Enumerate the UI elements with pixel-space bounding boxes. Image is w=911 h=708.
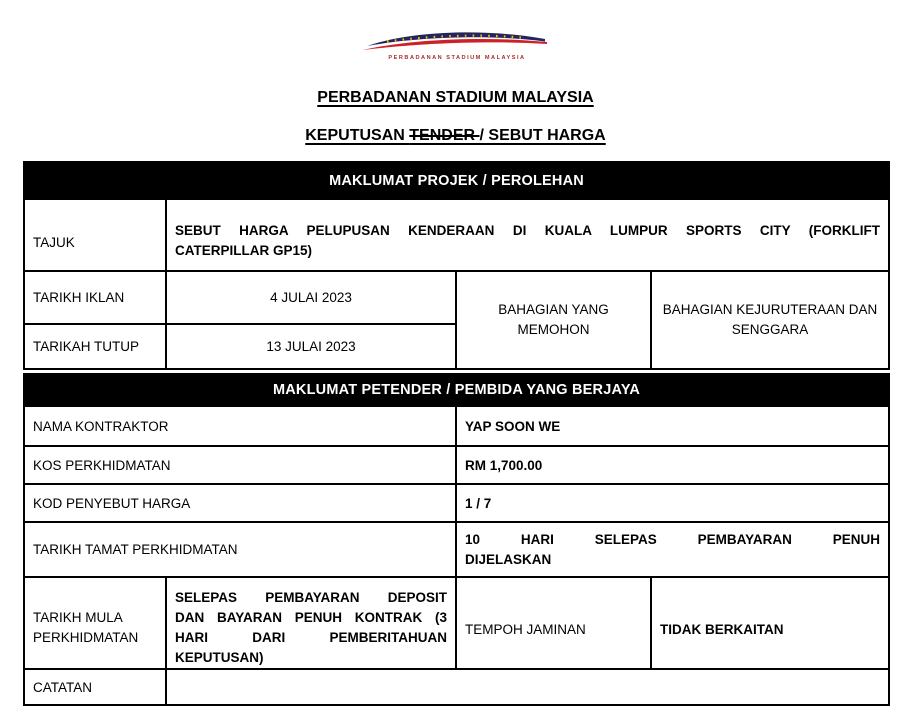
bahagian-memohon-value: BAHAGIAN KEJURUTERAAN DAN SENGGARA	[651, 271, 889, 369]
tarikh-tamat-label: TARIKH TAMAT PERKHIDMATAN	[24, 522, 456, 577]
table-row	[24, 199, 889, 271]
nama-kontraktor-label: NAMA KONTRAKTOR	[24, 406, 456, 446]
tarikh-tamat-value	[456, 522, 889, 577]
tajuk-value	[166, 199, 889, 271]
catatan-value	[166, 669, 889, 705]
tempoh-jaminan-value: TIDAK BERKAITAN	[651, 577, 889, 669]
tarikh-iklan-value: 4 JULAI 2023	[166, 271, 456, 324]
kos-perkhidmatan-value: RM 1,700.00	[456, 446, 889, 484]
tajuk-value-line: SEBUT HARGA PELUPUSAN KENDERAAN DI KUALA LUMPUR SPORTS CITY (FORKLIFT	[175, 223, 880, 238]
table-row	[24, 669, 889, 705]
logo-caption: PERBADANAN STADIUM MALAYSIA	[387, 55, 526, 61]
tarikh-mula-value-line: DAN BAYARAN PENUH KONTRAK (3	[175, 610, 447, 625]
winner-table-header: MAKLUMAT PETENDER / PEMBIDA YANG BERJAYA	[24, 374, 889, 406]
tarikah-tutup-label: TARIKAH TUTUP	[24, 324, 166, 369]
tarikh-iklan-label: TARIKH IKLAN	[24, 271, 166, 324]
tarikah-tutup-value: 13 JULAI 2023	[166, 324, 456, 369]
tarikh-tamat-value-line: 10 HARI SELEPAS PEMBAYARAN PENUH	[465, 531, 881, 547]
project-table-header: MAKLUMAT PROJEK / PEROLEHAN	[24, 162, 889, 199]
tajuk-value-line: CATERPILLAR GP15)	[175, 243, 313, 258]
main-title-text: PERBADANAN STADIUM MALAYSIA	[317, 89, 594, 106]
tarikh-mula-value-line: KEPUTUSAN)	[175, 650, 264, 665]
subtitle-suffix: / SEBUT HARGA	[479, 127, 606, 144]
table-row	[24, 522, 889, 577]
subtitle-text	[305, 127, 605, 144]
subtitle-prefix: KEPUTUSAN	[305, 127, 410, 144]
tarikh-mula-value	[166, 577, 456, 669]
tempoh-jaminan-label: TEMPOH JAMINAN	[456, 577, 651, 669]
subtitle	[0, 127, 911, 145]
kod-penyebut-harga-value: 1 / 7	[456, 484, 889, 522]
tarikh-tamat-value-line: DIJELASKAN	[465, 551, 552, 567]
tarikh-mula-value-line: SELEPAS PEMBAYARAN DEPOSIT	[175, 590, 447, 605]
kod-penyebut-harga-label: KOD PENYEBUT HARGA	[24, 484, 456, 522]
table-row	[24, 577, 889, 669]
kos-perkhidmatan-label: KOS PERKHIDMATAN	[24, 446, 456, 484]
table-row	[24, 271, 889, 324]
catatan-label: CATATAN	[24, 669, 166, 705]
table-row	[24, 406, 889, 446]
psm-logo	[0, 0, 911, 73]
table-row	[24, 374, 889, 406]
table-row	[24, 484, 889, 522]
table-row	[24, 446, 889, 484]
table-row	[24, 162, 889, 199]
winner-table	[23, 373, 890, 706]
project-table	[23, 161, 890, 370]
tarikh-mula-value-line: HARI DARI PEMBERITAHUAN	[175, 630, 447, 645]
subtitle-struck-word: TENDER	[409, 127, 480, 144]
main-title	[0, 89, 911, 107]
logo-swoosh-navy	[367, 32, 545, 46]
tajuk-label: TAJUK	[24, 199, 166, 271]
psm-logo-graphic	[361, 26, 551, 68]
nama-kontraktor-value: YAP SOON WE	[456, 406, 889, 446]
tarikh-mula-label: TARIKH MULA PERKHIDMATAN	[24, 577, 166, 669]
bahagian-memohon-label: BAHAGIAN YANG MEMOHON	[456, 271, 651, 369]
